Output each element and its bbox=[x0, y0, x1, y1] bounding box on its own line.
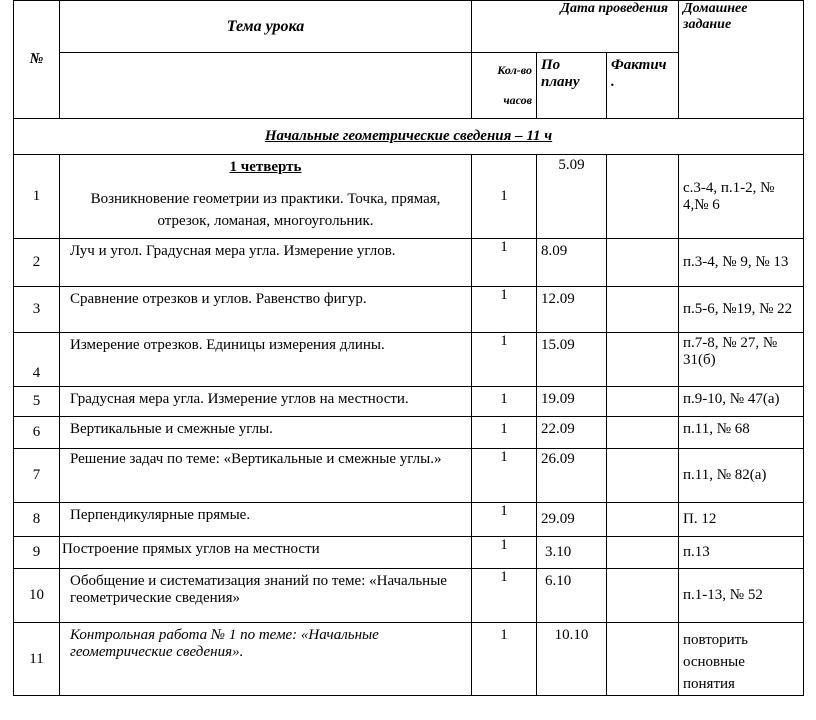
header-topic: Тема урока bbox=[60, 1, 472, 53]
row-fact-date bbox=[607, 387, 679, 417]
row-fact-date bbox=[607, 333, 679, 387]
table-row bbox=[14, 569, 804, 623]
row-plan-date: 22.09 bbox=[537, 417, 607, 449]
header-date-group: Дата проведения bbox=[472, 1, 679, 53]
row-hours: 1 bbox=[472, 537, 537, 569]
table-row bbox=[14, 287, 804, 333]
header-fact-line2: . bbox=[611, 74, 615, 90]
row-plan-date: 10.10 bbox=[537, 623, 607, 696]
row-homework: повторить основные понятия bbox=[679, 623, 804, 696]
table-row bbox=[14, 623, 804, 696]
row-topic: Построение прямых углов на местности bbox=[60, 537, 472, 569]
row-topic: Обобщение и систематизация знаний по теме: «Начальные геометрические сведения» bbox=[60, 569, 472, 623]
row-fact-date bbox=[607, 417, 679, 449]
row-topic-text: Возникновение геометрии из практики. Точка, прямая, отрезок, ломаная, многоугольник. bbox=[90, 191, 441, 229]
row-topic: Луч и угол. Градусная мера угла. Измерение углов. bbox=[60, 239, 472, 287]
header-num: № bbox=[14, 1, 60, 119]
table-row bbox=[14, 417, 804, 449]
table-row bbox=[14, 155, 804, 239]
row-plan-date: 29.09 bbox=[537, 503, 607, 537]
row-num: 6 bbox=[14, 417, 60, 449]
row-hours: 1 bbox=[472, 449, 537, 503]
table-row bbox=[14, 333, 804, 387]
row-homework: п.1-13, № 52 bbox=[679, 569, 804, 623]
section-row bbox=[14, 119, 804, 155]
header-row-1 bbox=[14, 1, 804, 53]
row-hours: 1 bbox=[472, 333, 537, 387]
row-num: 3 bbox=[14, 287, 60, 333]
row-homework: п.3-4, № 9, № 13 bbox=[679, 239, 804, 287]
row-homework: п.5-6, №19, № 22 bbox=[679, 287, 804, 333]
row-topic: Сравнение отрезков и углов. Равенство фигур. bbox=[60, 287, 472, 333]
row-plan-date: 8.09 bbox=[537, 239, 607, 287]
row-num: 9 bbox=[14, 537, 60, 569]
row-fact-date bbox=[607, 449, 679, 503]
lesson-plan-table bbox=[13, 0, 804, 696]
row-fact-date bbox=[607, 503, 679, 537]
header-topic-blank bbox=[60, 53, 472, 119]
row-hours: 1 bbox=[472, 155, 537, 239]
table-row bbox=[14, 387, 804, 417]
row-homework: п.11, № 82(а) bbox=[679, 449, 804, 503]
row-hours: 1 bbox=[472, 623, 537, 696]
row-plan-date: 19.09 bbox=[537, 387, 607, 417]
row-plan-date: 12.09 bbox=[537, 287, 607, 333]
row-fact-date bbox=[607, 569, 679, 623]
table-row bbox=[14, 503, 804, 537]
row-hours: 1 bbox=[472, 287, 537, 333]
header-fact bbox=[607, 53, 679, 119]
row-fact-date bbox=[607, 155, 679, 239]
row-fact-date bbox=[607, 623, 679, 696]
row-num: 8 bbox=[14, 503, 60, 537]
row-topic: Контрольная работа № 1 по теме: «Начальные геометрические сведения». bbox=[60, 623, 472, 696]
row-plan-date: 26.09 bbox=[537, 449, 607, 503]
row-fact-date bbox=[607, 537, 679, 569]
row-num: 1 bbox=[14, 155, 60, 239]
row-fact-date bbox=[607, 239, 679, 287]
row-homework: п.7-8, № 27, № 31(б) bbox=[679, 333, 804, 387]
row-hours: 1 bbox=[472, 387, 537, 417]
row-topic: Перпендикулярные прямые. bbox=[60, 503, 472, 537]
row-num: 11 bbox=[14, 623, 60, 696]
row-plan-date: 15.09 bbox=[537, 333, 607, 387]
row-hours: 1 bbox=[472, 239, 537, 287]
row-topic: Измерение отрезков. Единицы измерения длины. bbox=[60, 333, 472, 387]
row-homework: с.3-4, п.1-2, № 4,№ 6 bbox=[679, 155, 804, 239]
table-row bbox=[14, 537, 804, 569]
row-num: 10 bbox=[14, 569, 60, 623]
row-topic bbox=[60, 155, 472, 239]
row-num: 7 bbox=[14, 449, 60, 503]
header-plan-line1: По bbox=[541, 57, 561, 73]
quarter-label: 1 четверть bbox=[229, 159, 302, 175]
row-topic: Вертикальные и смежные углы. bbox=[60, 417, 472, 449]
row-hours: 1 bbox=[472, 569, 537, 623]
section-title: Начальные геометрические сведения – 11 ч bbox=[14, 119, 804, 155]
table-row bbox=[14, 239, 804, 287]
row-homework: п.9-10, № 47(а) bbox=[679, 387, 804, 417]
row-plan-date: 3.10 bbox=[537, 537, 607, 569]
row-topic: Градусная мера угла. Измерение углов на местности. bbox=[60, 387, 472, 417]
row-homework: П. 12 bbox=[679, 503, 804, 537]
header-hours bbox=[472, 53, 537, 119]
row-num: 5 bbox=[14, 387, 60, 417]
row-num: 2 bbox=[14, 239, 60, 287]
row-plan-date: 5.09 bbox=[537, 155, 607, 239]
header-plan-line2: плану bbox=[541, 74, 580, 90]
header-hours-line2: часов bbox=[503, 93, 532, 107]
header-fact-line1: Фактич bbox=[611, 57, 667, 73]
header-homework: Домашнее задание bbox=[679, 1, 804, 119]
row-num: 4 bbox=[14, 333, 60, 387]
header-hours-line1: Кол-во bbox=[497, 63, 532, 77]
row-homework: п.13 bbox=[679, 537, 804, 569]
row-topic: Решение задач по теме: «Вертикальные и смежные углы.» bbox=[60, 449, 472, 503]
row-hours: 1 bbox=[472, 417, 537, 449]
header-plan bbox=[537, 53, 607, 119]
row-plan-date: 6.10 bbox=[537, 569, 607, 623]
row-hours: 1 bbox=[472, 503, 537, 537]
table-row bbox=[14, 449, 804, 503]
row-homework: п.11, № 68 bbox=[679, 417, 804, 449]
row-fact-date bbox=[607, 287, 679, 333]
